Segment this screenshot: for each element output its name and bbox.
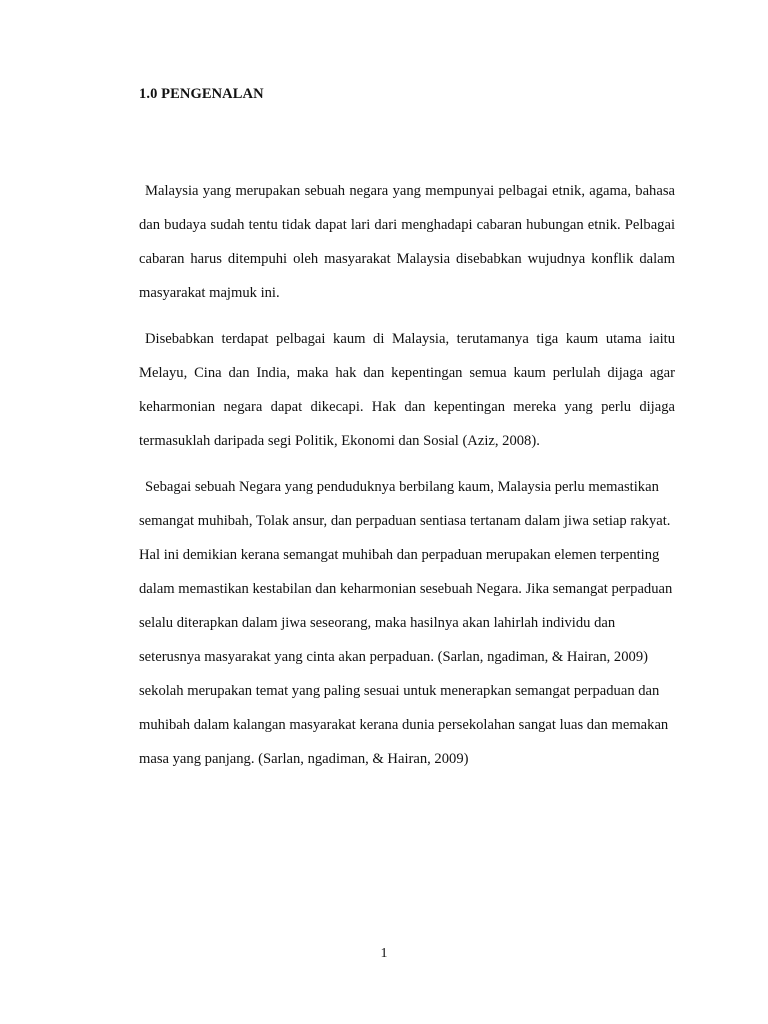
section-heading: 1.0 PENGENALAN — [139, 86, 264, 102]
paragraph-intro: Malaysia yang merupakan sebuah negara yang mempunyai pelbagai etnik, agama, bahasa dan budaya sudah tentu tidak dapat lari dari menghadapi cabaran hubungan etnik. Pelbagai cabaran harus ditempuhi oleh masyarakat Malaysia disebabkan wujudnya konflik dalam masyarakat majmuk ini. — [139, 183, 675, 301]
page-number: 1 — [380, 946, 388, 961]
paragraph-rights: Disebabkan terdapat pelbagai kaum di Malaysia, terutamanya tiga kaum utama iaitu Melayu, Cina dan India, maka hak dan kepentingan semua kaum perlulah dijaga agar keharmonian negara dapat dikecapi. Hak dan kepentingan mereka yang perlu dijaga termasuklah daripada segi Politik, Ekonomi dan Sosial (Aziz, 2008). — [139, 331, 675, 449]
paragraph-unity: Sebagai sebuah Negara yang penduduknya berbilang kaum, Malaysia perlu memastikan semangat muhibah, Tolak ansur, dan perpaduan sentiasa tertanam dalam jiwa setiap rakyat. Hal ini demikian kerana semangat muhibah dan perpaduan merupakan elemen terpenting dalam memastikan kestabilan dan keharmonian sesebuah Negara. Jika semangat perpaduan selalu diterapkan dalam jiwa seseorang, maka hasilnya akan lahirlah individu dan seterusnya masyarakat yang cinta akan perpaduan. (Sarlan, ngadiman, & Hairan, 2009) sekolah merupakan temat yang paling sesuai untuk menerapkan semangat perpaduan dan muhibah dalam kalangan masyarakat kerana dunia persekolahan sangat luas dan memakan masa yang panjang. (Sarlan, ngadiman, & Hairan, 2009) — [139, 479, 673, 767]
body-text — [139, 174, 675, 788]
